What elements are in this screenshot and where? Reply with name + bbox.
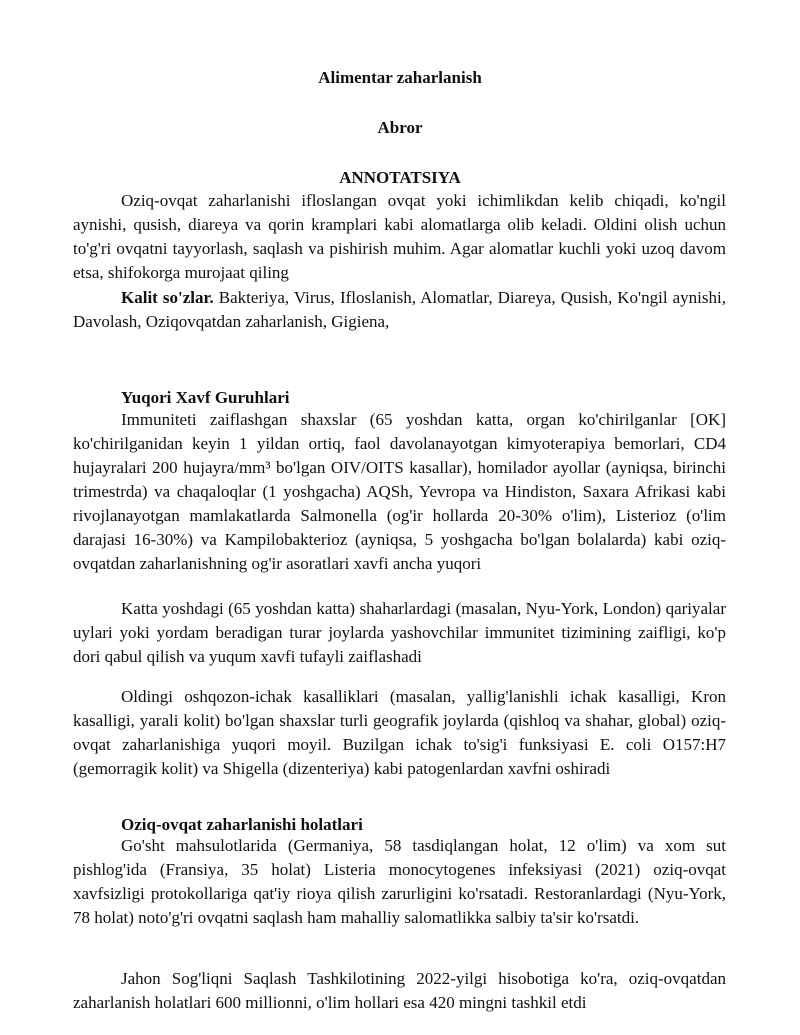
risk-paragraph-2: Katta yoshdagi (65 yoshdan katta) shaharlardagi (masalan, Nyu-York, London) qariyalar uylari yoki yordam beradigan turar joylarda yashovchilar immunitet tizimining zaifligi, ko'p dori qabul qilish va yuqum xavfi tufayli zaiflashadi (73, 599, 726, 666)
cases-paragraph-2: Jahon Sog'liqni Saqlash Tashkilotining 2022-yilgi hisobotiga ko'ra, oziq-ovqatdan zaharlanish holatlari 600 millionni, o'lim hollari esa 420 mingni tashkil etdi (73, 969, 726, 1012)
keywords-list: Bakteriya, Virus, Ifloslanish, Alomatlar, Diareya, Qusish, Ko'ngil aynishi, Davolash, Oziqovqatdan zaharlanish, Gigiena, (73, 288, 726, 331)
section-heading-risk-groups: Yuqori Xavf Guruhlari (121, 388, 290, 407)
risk-paragraph-1: Immuniteti zaiflashgan shaxslar (65 yoshdan katta, organ ko'chirilganlar [OK] ko'chirilganidan keyin 1 yildan ortiq, faol davolanayotgan kimyoterapiya bemorlari, CD4 hujayralari 200 hujayra/mm³ bo'lgan OIV/OITS kasallar), homilador ayollar (ayniqsa, birinchi trimestrda) va chaqaloqlar (1 yoshgacha) AQSh, Yevropa va Hindiston, Saxara Afrikasi kabi rivojlanayotgan mamlakatlarda Salmonella (og'ir hollarda 20-30% o'lim), Listerioz (o'lim darajasi 16-30%) va Kampilobakterioz (ayniqsa, 5 yoshgacha bo'lgan bolalarda) kabi oziq-ovqatdan zaharlanishning og'ir asoratlari xavfi ancha yuqori (73, 410, 726, 573)
cases-paragraph-1: Go'sht mahsulotlarida (Germaniya, 58 tasdiqlangan holat, 12 o'lim) va xom sut pishlog'ida (Fransiya, 35 holat) Listeria monocytogenes infeksiyasi (2021) oziq-ovqat xavfsizligi protokollariga qat'iy rioya qilish zarurligini ko'rsatadi. Restoranlardagi (Nyu-York, 78 holat) noto'g'ri ovqatni saqlash ham mahalliy salomatlikka salbiy ta'sir ko'rsatdi. (73, 836, 726, 927)
keywords-paragraph (73, 286, 726, 334)
annotation-paragraph: Oziq-ovqat zaharlanishi ifloslangan ovqat yoki ichimlikdan kelib chiqadi, ko'ngil aynishi, qusish, diareya va qorin kramplari kabi alomatlarga olib keladi. Oldini olish uchun to'g'ri ovqatni tayyorlash, saqlash va pishirish muhim. Agar alomatlar kuchli yoki uzoq davom etsa, shifokorga murojaat qiling (73, 191, 726, 282)
annotation-heading: ANNOTATSIYA (339, 168, 461, 187)
risk-paragraph-3: Oldingi oshqozon-ichak kasalliklari (masalan, yallig'lanishli ichak kasalligi, Kron kasalligi, yarali kolit) bo'lgan shaxslar turli geografik joylarda (qishloq va shahar, global) oziq-ovqat zaharlanishiga yuqori moyil. Buzilgan ichak to'sig'i funksiyasi E. coli O157:H7 (gemorragik kolit) va Shigella (dizenteriya) kabi patogenlardan xavfni oshiradi (73, 687, 726, 778)
author-name: Abror (377, 118, 423, 137)
section-heading-cases: Oziq-ovqat zaharlanishi holatlari (121, 815, 363, 834)
document-title: Alimentar zaharlanish (318, 68, 482, 87)
keywords-label: Kalit so'zlar. (121, 288, 214, 307)
